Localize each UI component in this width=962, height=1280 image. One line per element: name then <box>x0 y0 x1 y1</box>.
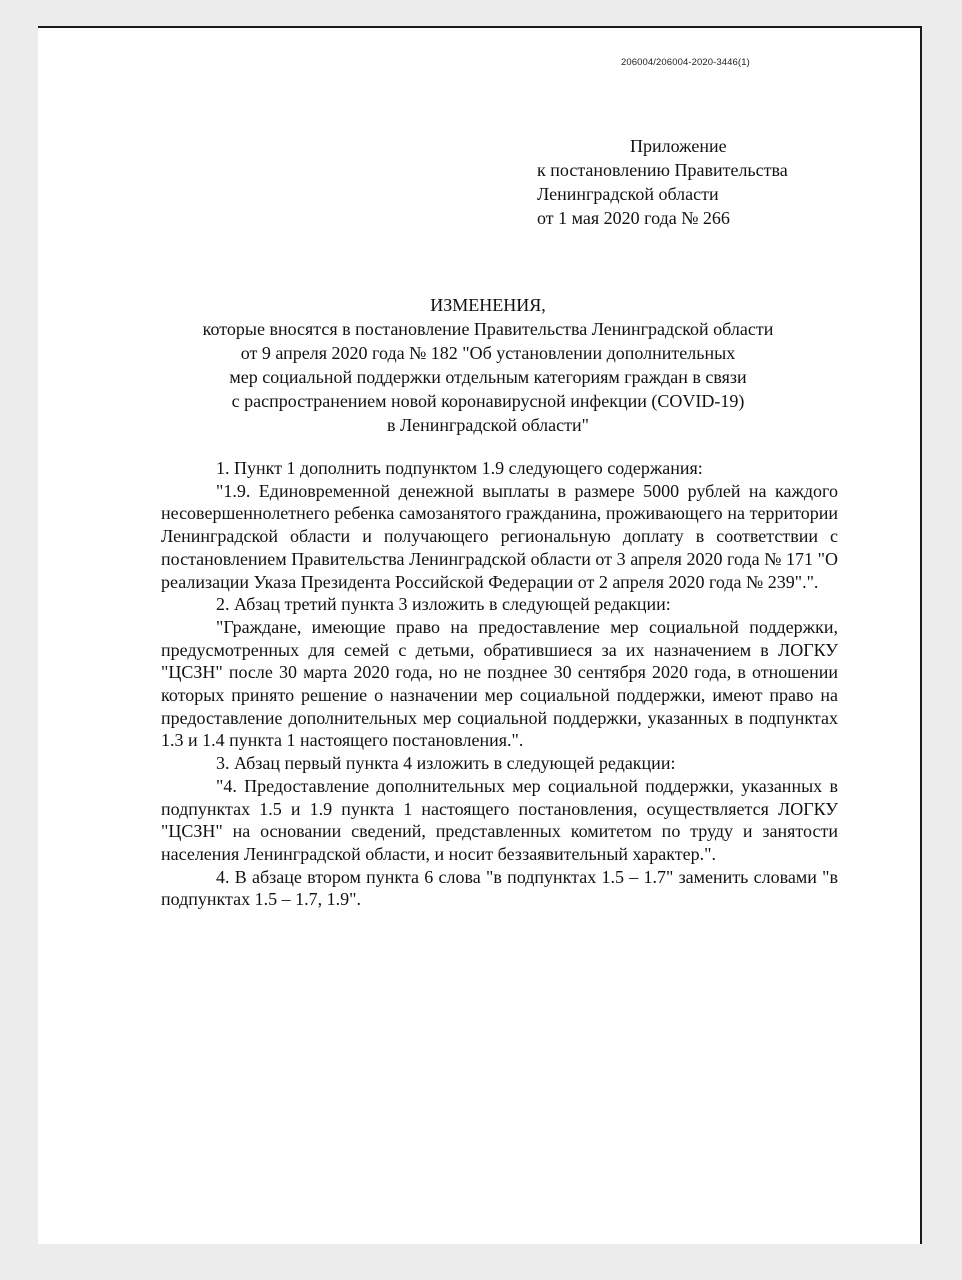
heading-title: ИЗМЕНЕНИЯ, <box>430 295 546 315</box>
paragraph: "1.9. Единовременной денежной выплаты в размере 5000 рублей на каждого несовершеннолетнего ребенка самозанятого гражданина, проживающего на территории Ленинградской области и получающего региональную доплату в соответствии с постановлением Правительства Ленинградской области от 3 апреля 2020 года № 171 "О реализации Указа Президента Российской Федерации от 2 апреля 2020 года № 239".". <box>161 480 838 592</box>
appendix-line: к постановлению Правительства <box>537 160 788 180</box>
appendix-date-line: от 1 мая 2020 года № 266 <box>537 208 730 228</box>
paragraph: 1. Пункт 1 дополнить подпунктом 1.9 следующего содержания: <box>216 458 703 478</box>
heading-line: мер социальной поддержки отдельным категориям граждан в связи <box>229 367 747 387</box>
heading-line: с распространением новой коронавирусной инфекции (COVID-19) <box>231 391 745 411</box>
paragraph: 4. В абзаце втором пункта 6 слова "в подпунктах 1.5 – 1.7" заменить словами "в подпунктах 1.5 – 1.7, 1.9". <box>161 866 838 910</box>
heading-line: в Ленинградской области" <box>387 415 589 435</box>
paragraph: "4. Предоставление дополнительных мер социальной поддержки, указанных в подпунктах 1.5 и 1.9 пункта 1 настоящего постановления, осуществляется ЛОГКУ "ЦСЗН" на основании сведений, представленных комитетом по труду и занятости населения Ленинградской области, и носит беззаявительный характер.". <box>161 775 838 864</box>
document-body <box>161 457 838 911</box>
heading-line: которые вносятся в постановление Правительства Ленинградской области <box>202 319 774 339</box>
paragraph: 3. Абзац первый пункта 4 изложить в следующей редакции: <box>216 753 676 774</box>
heading-line: от 9 апреля 2020 года № 182 "Об установлении дополнительных <box>240 343 736 363</box>
document-heading <box>138 293 838 437</box>
document-id: 206004/206004-2020-3446(1) <box>621 57 750 68</box>
paragraph: "Граждане, имеющие право на предоставление мер социальной поддержки, предусмотренных для семей с детьми, обратившиеся за их назначением в ЛОГКУ "ЦСЗН" после 30 марта 2020 года, но не позднее 30 сентября 2020 года, в отношении которых принято решение о назначении мер социальной поддержки, имеют право на предоставление дополнительных мер социальной поддержки, указанных в подпунктах 1.3 и 1.4 пункта 1 настоящего постановления.". <box>161 616 838 751</box>
appendix-block <box>537 134 788 230</box>
document-page <box>38 26 922 1244</box>
appendix-line: Ленинградской области <box>537 184 719 204</box>
paragraph: 2. Абзац третий пункта 3 изложить в следующей редакции: <box>216 594 671 615</box>
appendix-title: Приложение <box>630 136 727 156</box>
